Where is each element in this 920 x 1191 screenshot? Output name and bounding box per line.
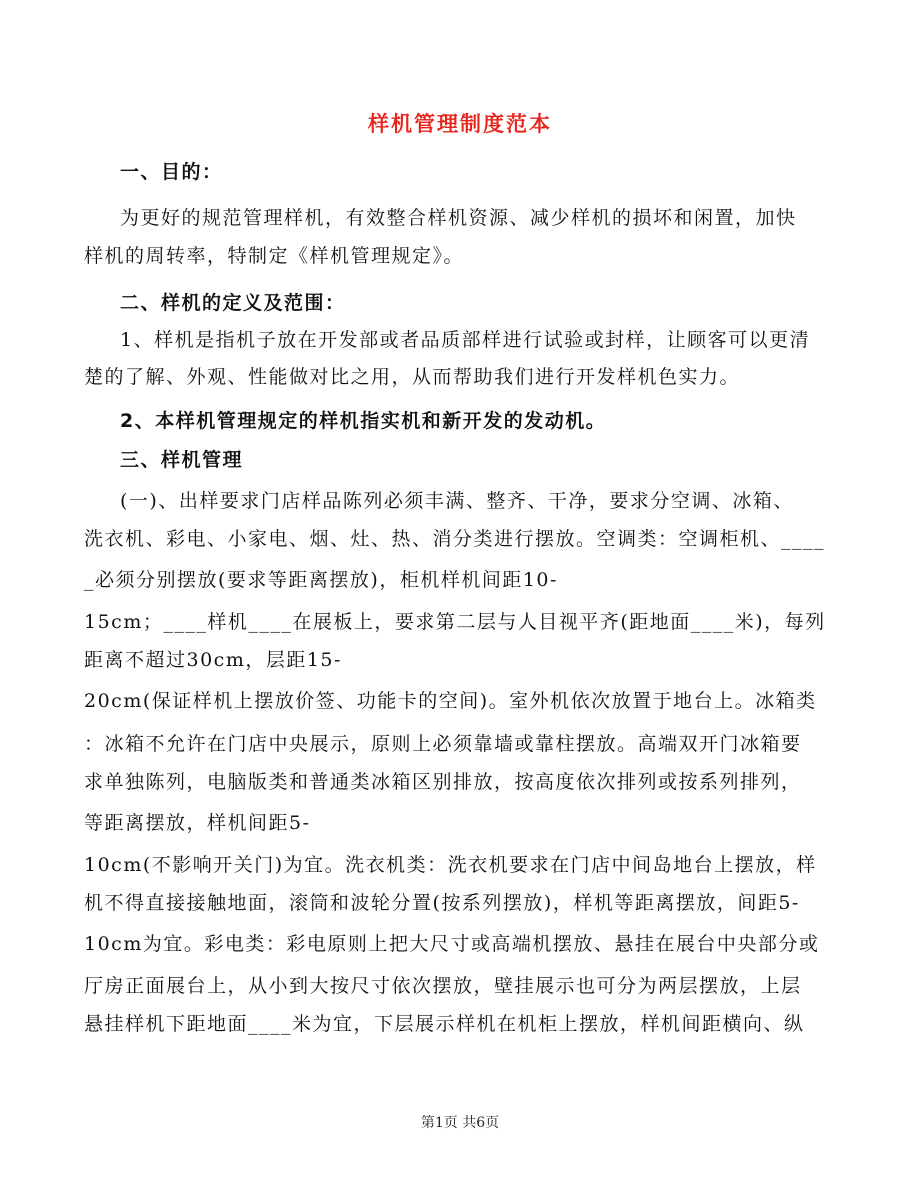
paragraph-line: 求单独陈列，电脑版类和普通类冰箱区别排放，按高度依次排列或按系列排列， bbox=[84, 771, 802, 793]
paragraph-line: 等距离摆放，样机间距5- bbox=[84, 812, 311, 834]
paragraph-line: 机不得直接接触地面，滚筒和波轮分置(按系列摆放)，样机等距离摆放，间距5- bbox=[84, 892, 800, 914]
section-heading-management: 三、样机管理 bbox=[120, 449, 244, 471]
paragraph-line: 样机的周转率，特制定《样机管理规定》。 bbox=[84, 245, 465, 267]
paragraph-line-bold: 2、本样机管理规定的样机指实机和新开发的发动机。 bbox=[120, 410, 607, 432]
paragraph-line: 1、样机是指机子放在开发部或者品质部样进行试验或封样，让顾客可以更清 bbox=[120, 329, 811, 351]
page-number-footer: 第1页 共6页 bbox=[420, 1115, 500, 1131]
paragraph-line: _必须分别摆放(要求等距离摆放)，柜机样机间距10- bbox=[84, 569, 558, 591]
paragraph-line: ：冰箱不允许在门店中央展示，原则上必须靠墙或靠柱摆放。高端双开门冰箱要 bbox=[84, 733, 802, 755]
section-heading-purpose: 一、目的： bbox=[120, 161, 223, 183]
paragraph-line: (一)、出样要求门店样品陈列必须丰满、整齐、干净，要求分空调、冰箱、 bbox=[120, 490, 794, 512]
paragraph-line: 悬挂样机下距地面____米为宜，下层展示样机在机柜上摆放，样机间距横向、纵 bbox=[84, 1013, 805, 1035]
paragraph-line: 15cm；____样机____在展板上，要求第二层与人目视平齐(距地面____米)，每列 bbox=[84, 611, 826, 633]
paragraph-line: 厅房正面展台上，从小到大按尺寸依次摆放，壁挂展示也可分为两层摆放，上层 bbox=[84, 975, 802, 997]
section-heading-definition: 二、样机的定义及范围： bbox=[120, 292, 346, 314]
paragraph-line: 距离不超过30cm，层距15- bbox=[84, 649, 342, 671]
paragraph-line: 洗衣机、彩电、小家电、烟、灶、热、消分类进行摆放。空调类：空调柜机、____ bbox=[84, 528, 826, 550]
document-title: 样机管理制度范本 bbox=[368, 112, 552, 136]
paragraph-line: 10cm为宜。彩电类：彩电原则上把大尺寸或高端机摆放、悬挂在展台中央部分或 bbox=[84, 933, 820, 955]
paragraph-line: 楚的了解、外观、性能做对比之用，从而帮助我们进行开发样机色实力。 bbox=[84, 366, 741, 388]
paragraph-line: 10cm(不影响开关门)为宜。洗衣机类：洗衣机要求在门店中间岛地台上摆放，样 bbox=[84, 854, 817, 876]
paragraph-line: 20cm(保证样机上摆放价签、功能卡的空间)。室外机依次放置于地台上。冰箱类 bbox=[84, 690, 817, 712]
paragraph-line: 为更好的规范管理样机，有效整合样机资源、减少样机的损坏和闲置，加快 bbox=[120, 207, 797, 229]
